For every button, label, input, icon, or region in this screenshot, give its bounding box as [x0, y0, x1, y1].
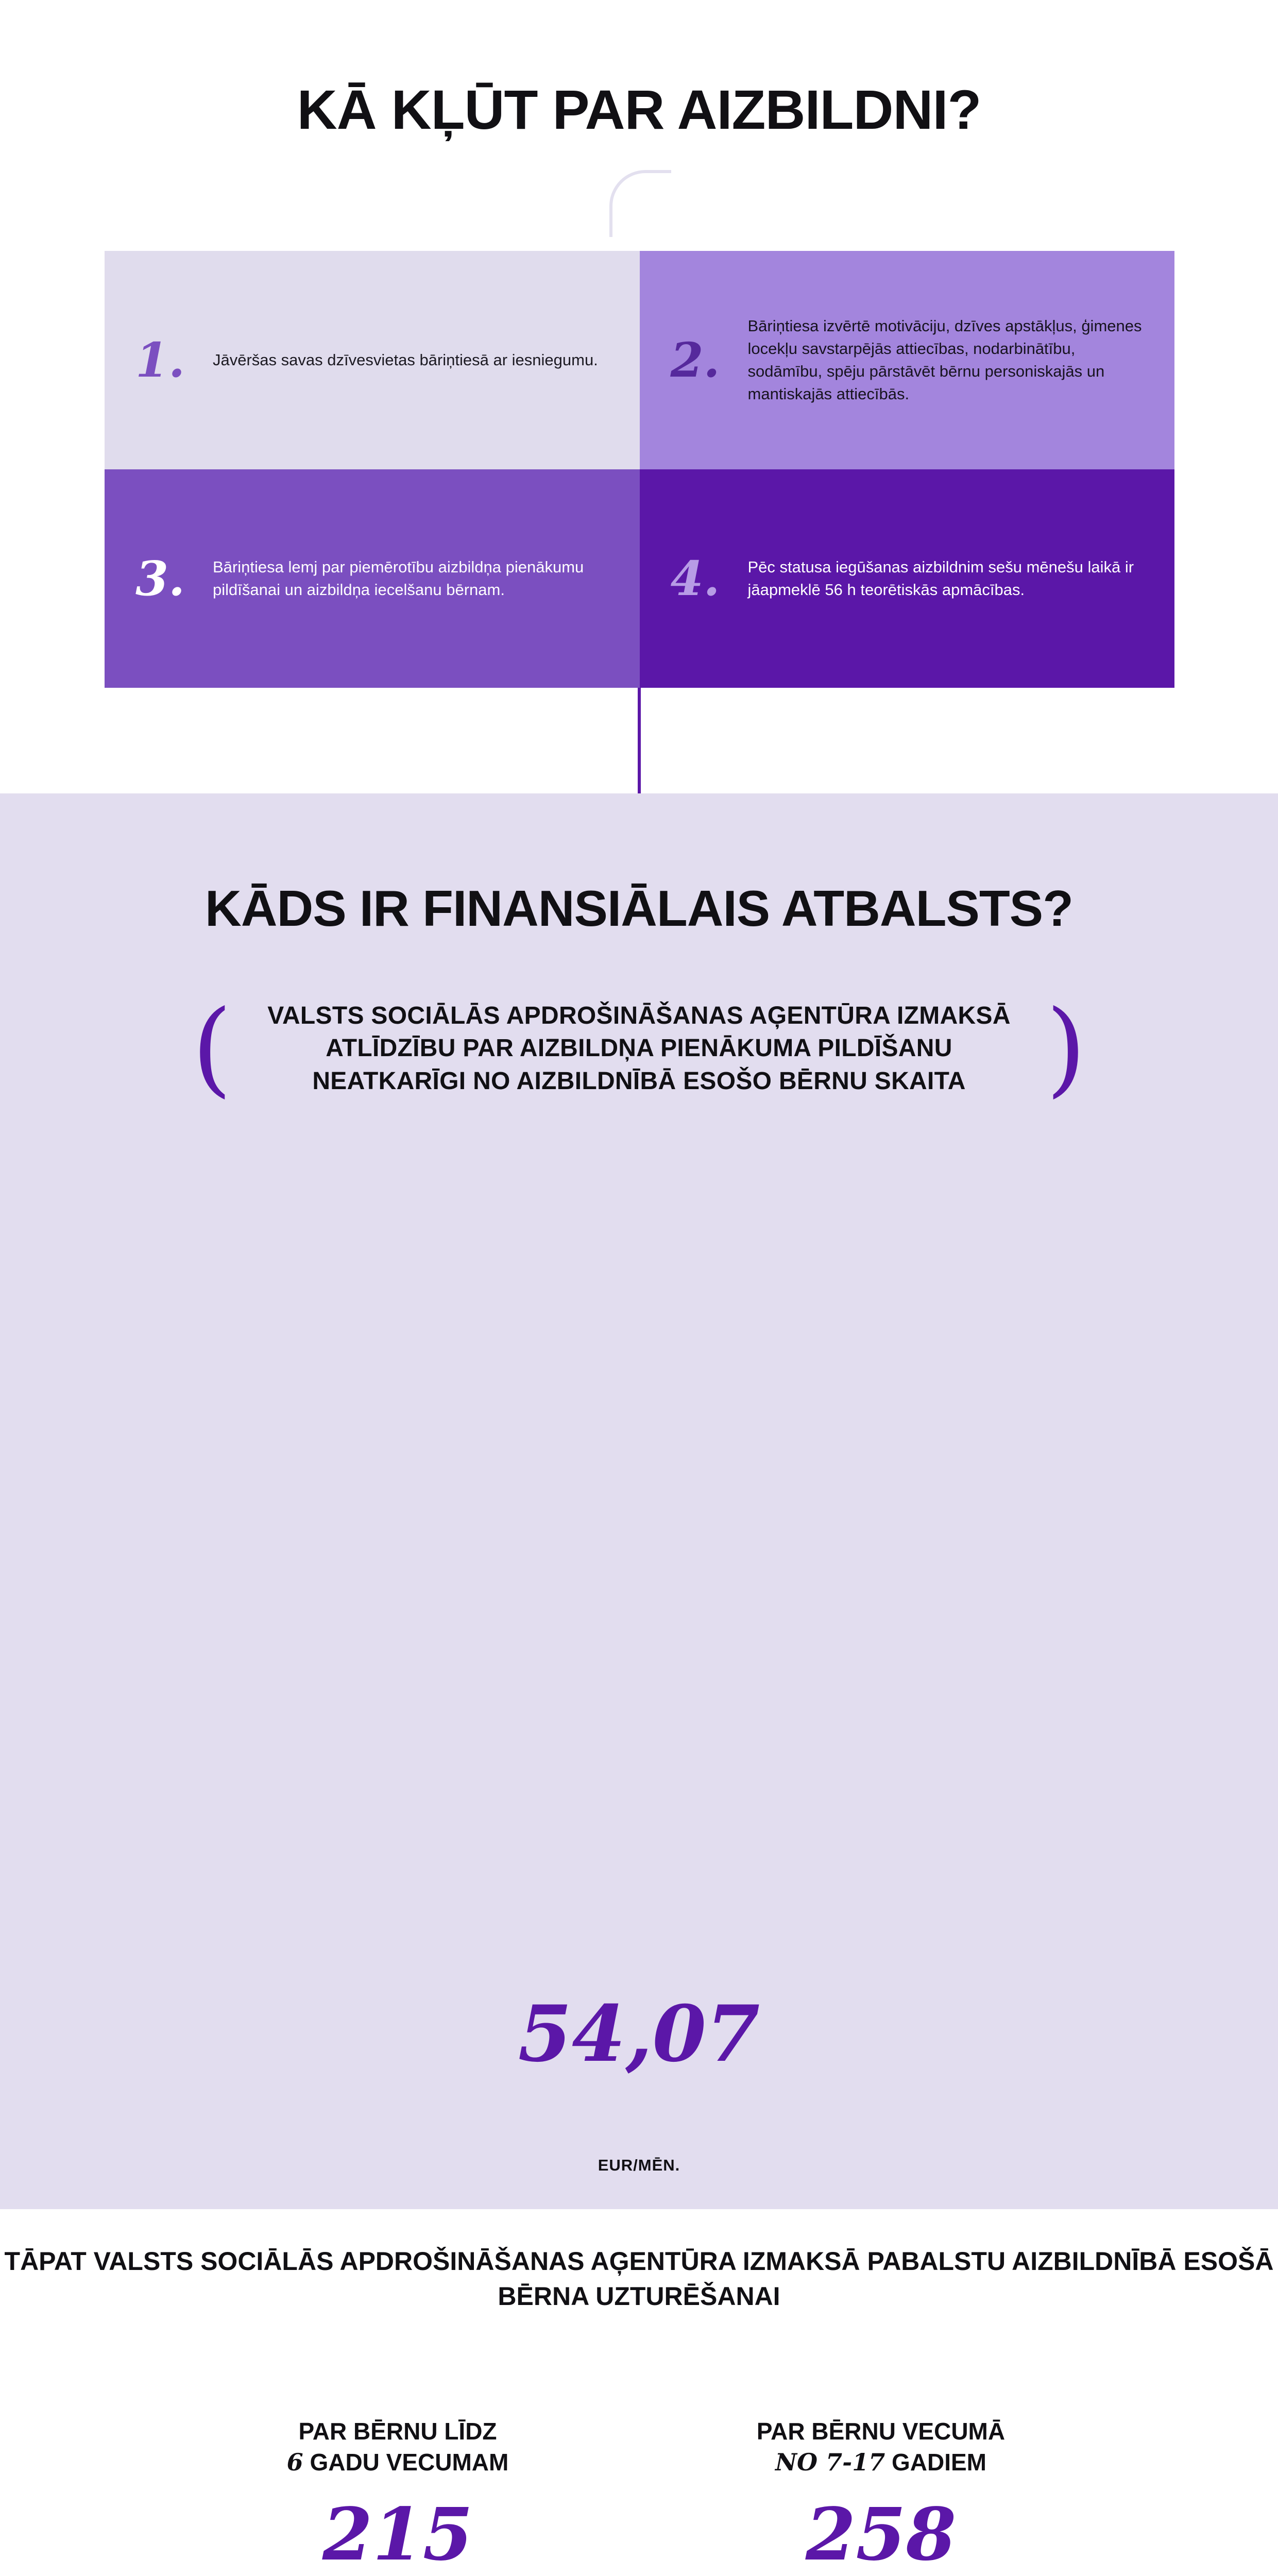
step-text-4: Pēc statusa iegūšanas aizbildnim sešu mēnešu laikā ir jāapmeklē 56 h teorētiskās apmācības. — [747, 557, 1134, 599]
benefit-card-young-age-number: 6 — [286, 2448, 303, 2476]
benefit-card-young-amount: 215 — [322, 2492, 473, 2576]
support-subtitle: TĀPAT VALSTS SOCIĀLĀS APDROŠINĀŠANAS AĢENTŪRA IZMAKSĀ PABALSTU AIZBILDNĪBĀ ESOŠĀ BĒRNA UZTURĒŠANAI — [4, 2247, 1274, 2311]
step-text-2: Bāriņtiesa izvērtē motivāciju, dzīves apstākļus, ģimenes locekļu savstarpējās attiecības, nodarbinātību, sodāmību, spēju pārstāvēt bērnu personiskajās un mantiskajās attiecībās. — [747, 316, 1142, 403]
step-card-2 — [640, 251, 1175, 469]
financial-support-section — [0, 793, 1278, 2576]
step-card-4 — [640, 469, 1175, 688]
benefit-card-older-title-line1: PAR BĒRNU VECUMĀ — [756, 2418, 1006, 2445]
benefit-card-young-title — [287, 2416, 509, 2478]
section-title: KĀDS IR FINANSIĀLAIS ATBALSTS? — [205, 880, 1073, 937]
step-number-3: 3. — [135, 551, 185, 606]
step-number-4: 4. — [670, 551, 720, 606]
benefit-card-young — [197, 2385, 598, 2576]
benefit-card-older-title-line2: GADIEM — [885, 2448, 986, 2476]
page-title: KĀ KĻŪT PAR AIZBILDNI? — [297, 78, 981, 141]
step-card-1 — [105, 251, 640, 469]
steps-grid — [105, 251, 1174, 688]
step-text-1: Jāvēršas savas dzīvesvietas bāriņtiesā ar iesniegumu. — [213, 350, 598, 369]
section-connector-line — [638, 688, 641, 801]
benefit-card-older-title — [757, 2416, 1005, 2478]
bracket-close-icon: ) — [1046, 988, 1086, 1109]
steps-section — [0, 0, 1278, 793]
step-card-3 — [105, 469, 640, 688]
benefit-card-older-age-number: NO 7-17 — [775, 2448, 885, 2476]
benefit-cards — [197, 2385, 1081, 2576]
step-number-2: 2. — [670, 332, 720, 388]
bracket-open-icon: ( — [192, 988, 232, 1109]
benefit-card-older-amount: 258 — [805, 2492, 957, 2576]
benefit-card-young-title-line1: PAR BĒRNU LĪDZ — [298, 2418, 497, 2445]
benefit-card-older — [680, 2385, 1081, 2576]
primary-amount-unit: EUR/MĒN. — [598, 2156, 680, 2174]
primary-amount: 54,07 — [518, 1989, 760, 2079]
title-connector-curve — [609, 170, 671, 237]
benefit-card-young-title-line2: GADU VECUMAM — [303, 2448, 509, 2476]
statement-block — [150, 988, 1129, 1109]
step-number-1: 1. — [135, 332, 185, 388]
step-text-3: Bāriņtiesa lemj par piemērotību aizbildņa pienākumu pildīšanai un aizbildņa iecelšanu bērnam. — [213, 557, 584, 599]
support-statement: VALSTS SOCIĀLĀS APDROŠINĀŠANAS AĢENTŪRA IZMAKSĀ ATLĪDZĪBU PAR AIZBILDŅA PIENĀKUMA PILDĪŠANU NEATKARĪGI NO AIZBILDNĪBĀ ESOŠO BĒRNU SKAITA — [267, 1002, 1011, 1095]
